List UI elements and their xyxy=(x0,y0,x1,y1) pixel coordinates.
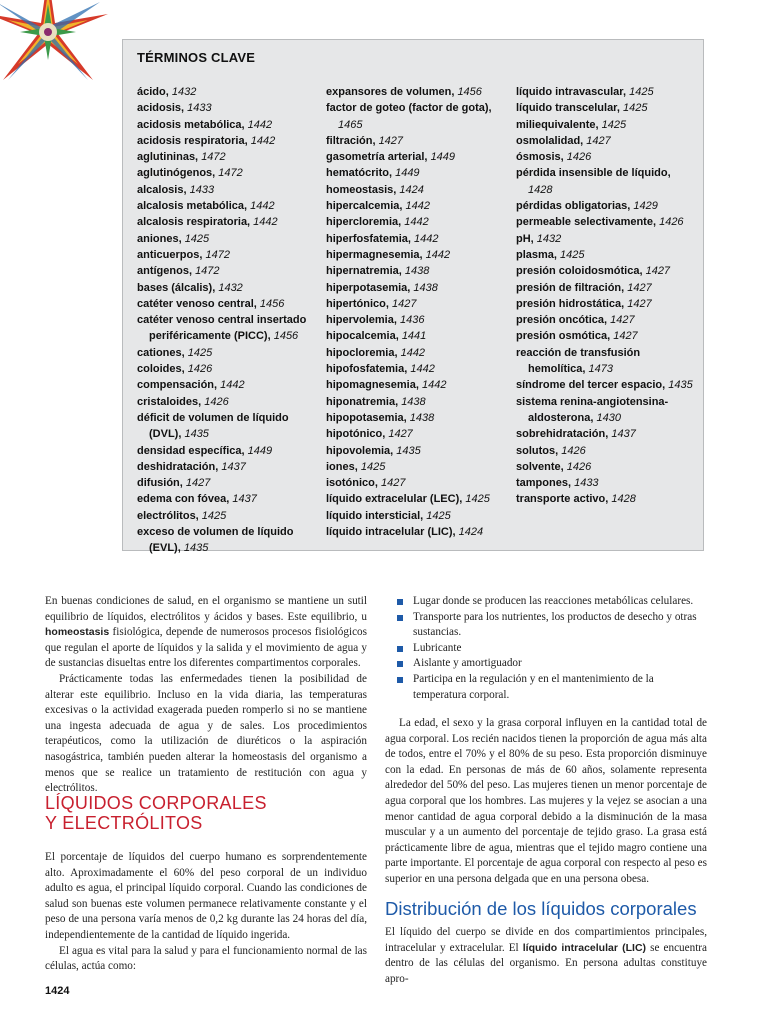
key-term-item xyxy=(137,524,319,557)
key-term-page: 1432 xyxy=(218,281,243,294)
key-term-item xyxy=(326,214,508,230)
key-term: aglutininas, xyxy=(137,151,202,164)
key-term-page: 1442 xyxy=(421,379,447,392)
key-term-page: 1442 xyxy=(425,248,451,261)
key-term-page: 1438 xyxy=(404,265,430,278)
key-term: gasometría arterial, xyxy=(326,151,431,164)
key-term-item xyxy=(516,328,698,344)
key-term-page: 1425 xyxy=(184,232,210,245)
key-term: edema con fóvea, xyxy=(137,493,233,506)
key-term: bases (álcalis), xyxy=(137,281,219,294)
key-term: hiponatremia, xyxy=(326,395,402,408)
keyword-lic: líquido intracelular (LIC) xyxy=(522,941,647,954)
key-term: isotónico, xyxy=(326,477,381,490)
key-term-page: 1425 xyxy=(629,86,654,98)
key-term-page: 1473 xyxy=(588,363,614,376)
key-term-item xyxy=(326,100,508,133)
key-term-page: 1426 xyxy=(561,444,586,457)
key-term-item xyxy=(326,165,508,181)
intro-paragraph-2: Prácticamente todas las enfermedades tienen la posibilidad de alterar este equilibrio. Incluso en la vida diaria, las temperaturas excesivas o la actividad exagerada pueden romperlo si no se mantiene una ingesta adecuada de agua y de sales. Los procedimientos terapéuticos, como la utilización de diuréticos o la aspiración nasogástrica, también pueden alterar la homeostasis del organismo a menos que se realice un tratamiento de restitución con agua y electrólitos. xyxy=(45,672,367,795)
key-term-item xyxy=(516,377,698,393)
key-term-item xyxy=(137,100,319,116)
key-term: anticuerpos, xyxy=(137,248,206,261)
key-term: iones, xyxy=(326,460,361,473)
key-term-item xyxy=(326,345,508,361)
key-term: hipopotasemia, xyxy=(326,411,410,424)
key-term-page: 1437 xyxy=(232,493,257,506)
key-term-page: 1424 xyxy=(458,526,484,539)
key-term-page: 1472 xyxy=(201,151,226,164)
key-term-item xyxy=(516,198,698,214)
key-term-page: 1427 xyxy=(378,134,404,147)
key-term: acidosis respiratoria, xyxy=(137,134,251,147)
water-functions-list xyxy=(397,594,707,703)
key-term-page: 1456 xyxy=(457,86,482,98)
key-term: transporte activo, xyxy=(516,493,612,506)
key-term: acidosis metabólica, xyxy=(137,118,248,131)
key-term-item xyxy=(516,263,698,279)
key-term: deshidratación, xyxy=(137,460,222,473)
key-term-page: 1425 xyxy=(187,346,213,359)
page-number: 1424 xyxy=(45,985,70,997)
intro-paragraph-1: En buenas condiciones de salud, en el organismo se mantiene un sutil equilibrio de líquidos, electrólitos y ácidos y bases. Este equilibrio, u homeostasis fisiológica, depende de numerosos procesos fisiológicos que regulan el aporte de líquidos y la salida y el movimiento de agua y de sustancias disueltas entre los diferentes compartimentos corporales. xyxy=(45,595,367,670)
key-term: presión hidrostática, xyxy=(516,297,628,310)
key-term-page: 1436 xyxy=(399,314,425,327)
key-term: hipercalcemia, xyxy=(326,200,406,213)
key-term-item xyxy=(516,475,698,491)
key-term-page: 1426 xyxy=(204,395,229,408)
key-term-item xyxy=(326,247,508,263)
key-term-page: 1449 xyxy=(430,151,456,164)
list-item: Lubricante xyxy=(397,641,707,657)
key-term-item xyxy=(326,426,508,442)
key-term-item xyxy=(326,133,508,149)
key-term: filtración, xyxy=(326,134,379,147)
key-term: cristaloides, xyxy=(137,395,205,408)
key-term-item xyxy=(326,508,508,524)
key-term-item xyxy=(516,84,698,100)
key-term: expansores de volumen, xyxy=(326,86,458,98)
key-term-item xyxy=(137,296,319,312)
key-term: ácido, xyxy=(137,86,172,98)
key-term: presión oncótica, xyxy=(516,314,611,327)
key-term: cationes, xyxy=(137,346,188,359)
key-term-item xyxy=(516,117,698,133)
key-term: déficit de volumen de líquido (DVL), xyxy=(137,411,289,441)
key-term-page: 1432 xyxy=(171,86,197,98)
key-term: antígenos, xyxy=(137,265,196,278)
key-term-page: 1442 xyxy=(405,200,430,213)
key-term: hipotónico, xyxy=(326,428,389,441)
key-term: ósmosis, xyxy=(516,151,567,164)
key-term-page: 1435 xyxy=(183,542,209,555)
key-term: hipernatremia, xyxy=(326,265,405,278)
key-term-item xyxy=(326,182,508,198)
key-term-item xyxy=(516,443,698,459)
key-term-item xyxy=(326,296,508,312)
key-term-item xyxy=(137,491,319,507)
list-item: Participa en la regulación y en el mantenimiento de la temperatura corporal. xyxy=(397,672,707,703)
key-term-item xyxy=(516,247,698,263)
key-term: hipercloremia, xyxy=(326,216,405,229)
key-term: hiperfosfatemia, xyxy=(326,232,415,245)
key-term-item xyxy=(137,377,319,393)
key-term: catéter venoso central, xyxy=(137,297,260,310)
key-term: hipovolemia, xyxy=(326,444,397,457)
key-term-item xyxy=(137,133,319,149)
key-term-page: 1425 xyxy=(360,460,386,473)
key-term-item xyxy=(326,312,508,328)
key-term-item xyxy=(326,84,508,100)
key-term: hipocalcemia, xyxy=(326,330,402,343)
key-term-item xyxy=(516,312,698,328)
key-terms-column-3 xyxy=(516,84,698,508)
key-term-page: 1449 xyxy=(395,167,420,180)
key-term-page: 1425 xyxy=(601,118,627,131)
key-term-page: 1442 xyxy=(250,134,276,147)
key-term-page: 1442 xyxy=(404,216,429,229)
key-term-item xyxy=(137,214,319,230)
key-term-page: 1441 xyxy=(401,330,427,343)
key-term-page: 1442 xyxy=(247,118,273,131)
key-term-page: 1428 xyxy=(528,183,553,196)
key-term-page: 1442 xyxy=(410,363,435,376)
key-term-item xyxy=(516,214,698,230)
key-term: densidad específica, xyxy=(137,444,248,457)
key-term: hipomagnesemia, xyxy=(326,379,422,392)
key-term: pérdida insensible de líquido, xyxy=(516,167,671,180)
key-term-item xyxy=(137,198,319,214)
key-term-item xyxy=(516,459,698,475)
key-term-item xyxy=(326,149,508,165)
body-water-text xyxy=(385,716,707,888)
key-term: hipermagnesemia, xyxy=(326,248,426,261)
key-term-page: 1427 xyxy=(586,134,611,147)
key-term-page: 1426 xyxy=(566,151,592,164)
key-term: líquido intersticial, xyxy=(326,509,427,522)
key-term-item xyxy=(326,491,508,507)
key-term: coloides, xyxy=(137,363,188,376)
key-term-item xyxy=(137,312,319,345)
key-term-page: 1427 xyxy=(381,477,406,490)
key-term: pH, xyxy=(516,232,537,245)
key-term-page: 1442 xyxy=(220,379,245,392)
key-term-page: 1433 xyxy=(574,477,599,490)
key-term-page: 1427 xyxy=(645,265,671,278)
key-term-page: 1437 xyxy=(221,460,246,473)
key-term-page: 1427 xyxy=(388,428,413,441)
key-term-item xyxy=(326,524,508,540)
key-term: aniones, xyxy=(137,232,185,245)
section-paragraph-2: El agua es vital para la salud y para el funcionamiento normal de las células, actúa como: xyxy=(45,944,367,973)
key-term: líquido intracelular (LIC), xyxy=(326,526,459,539)
key-term-page: 1465 xyxy=(338,118,363,131)
key-term-item xyxy=(137,443,319,459)
key-term-item xyxy=(137,165,319,181)
key-term-item xyxy=(137,117,319,133)
key-term: alcalosis, xyxy=(137,183,190,196)
key-term-page: 1442 xyxy=(253,216,278,229)
key-term-page: 1433 xyxy=(187,102,212,115)
key-term-page: 1427 xyxy=(610,314,635,327)
key-term-item xyxy=(326,231,508,247)
key-term-item xyxy=(516,296,698,312)
key-term-item xyxy=(516,394,698,427)
key-term: solvente, xyxy=(516,460,567,473)
key-term-item xyxy=(516,280,698,296)
key-term: tampones, xyxy=(516,477,575,490)
key-term-page: 1442 xyxy=(250,200,275,213)
key-term-item xyxy=(326,475,508,491)
key-term: hipofosfatemia, xyxy=(326,363,411,376)
key-term-item xyxy=(516,426,698,442)
key-term-page: 1437 xyxy=(611,428,636,441)
key-term: difusión, xyxy=(137,477,186,490)
key-term: solutos, xyxy=(516,444,562,457)
key-term-page: 1425 xyxy=(426,509,451,522)
key-term: líquido intravascular, xyxy=(516,86,630,98)
key-term-item xyxy=(326,443,508,459)
key-term-page: 1430 xyxy=(596,411,621,424)
key-term: pérdidas obligatorias, xyxy=(516,200,634,213)
intro-text xyxy=(45,594,367,797)
key-term-page: 1425 xyxy=(560,248,585,261)
key-term-page: 1442 xyxy=(400,346,426,359)
key-term-item xyxy=(326,410,508,426)
key-term: presión coloidosmótica, xyxy=(516,265,646,278)
key-terms-column-1 xyxy=(137,84,319,557)
key-term-item xyxy=(516,149,698,165)
key-term-page: 1472 xyxy=(205,248,230,261)
key-term: hipervolemia, xyxy=(326,314,400,327)
key-term-page: 1428 xyxy=(611,493,636,506)
key-term: plasma, xyxy=(516,248,561,261)
section-text xyxy=(45,850,367,975)
key-term-item xyxy=(137,247,319,263)
key-term-item xyxy=(137,508,319,524)
key-term-page: 1432 xyxy=(536,232,562,245)
key-term-item xyxy=(137,361,319,377)
key-term-item xyxy=(326,361,508,377)
key-term-item xyxy=(137,84,319,100)
key-term-item xyxy=(137,345,319,361)
key-term: hipocloremia, xyxy=(326,346,401,359)
key-term-page: 1427 xyxy=(627,297,652,310)
key-term-page: 1426 xyxy=(566,460,592,473)
key-term-page: 1433 xyxy=(189,183,215,196)
key-terms-column-2 xyxy=(326,84,508,540)
section-paragraph-1: El porcentaje de líquidos del cuerpo humano es sorprendentemente alto. Aproximadamente el 60% del peso corporal de un individuo adulto es agua, el principal líquido corporal. Cuando las condiciones de salud son buenas este volumen permanece relativamente constante y el peso de una persona varía menos de 0,2 kg durante las 24 horas del día, independientemente de la cantidad de líquido ingerida. xyxy=(45,851,367,941)
key-term-page: 1472 xyxy=(195,265,220,278)
key-term-page: 1425 xyxy=(201,509,227,522)
key-term-item xyxy=(516,165,698,198)
key-term-item xyxy=(516,491,698,507)
key-term: acidosis, xyxy=(137,102,188,115)
key-term-page: 1427 xyxy=(613,330,638,343)
key-term: sobrehidratación, xyxy=(516,428,612,441)
key-terms-title: TÉRMINOS CLAVE xyxy=(137,50,256,65)
key-term-item xyxy=(137,394,319,410)
key-term: líquido transcelular, xyxy=(516,102,623,115)
key-term-page: 1427 xyxy=(627,281,652,294)
key-term-item xyxy=(516,100,698,116)
key-term: líquido extracelular (LEC), xyxy=(326,493,466,506)
key-term-item xyxy=(137,231,319,247)
key-term: reacción de transfusión hemolítica, xyxy=(516,346,641,376)
key-term: homeostasis, xyxy=(326,183,400,196)
key-term: sistema renina-angiotensina-aldosterona, xyxy=(516,395,669,424)
key-term: alcalosis respiratoria, xyxy=(137,216,254,229)
key-term: hiperpotasemia, xyxy=(326,281,414,294)
key-term: electrólitos, xyxy=(137,509,202,522)
key-term: hipertónico, xyxy=(326,297,392,310)
key-term: catéter venoso central insertado periféricamente (PICC), xyxy=(137,314,307,343)
key-term-page: 1425 xyxy=(465,493,490,506)
key-term-item xyxy=(326,280,508,296)
subsection-heading: Distribución de los líquidos corporales xyxy=(385,898,697,919)
key-term-item xyxy=(137,280,319,296)
key-term-item xyxy=(326,263,508,279)
key-term-item xyxy=(326,377,508,393)
key-term-page: 1438 xyxy=(413,281,438,294)
key-term: osmolalidad, xyxy=(516,134,587,147)
section-heading: LÍQUIDOS CORPORALES Y ELECTRÓLITOS xyxy=(45,793,267,833)
key-term-item xyxy=(326,394,508,410)
key-term-item xyxy=(137,475,319,491)
key-term-page: 1435 xyxy=(668,379,693,392)
list-item: Transporte para los nutrientes, los productos de desecho y otras sustancias. xyxy=(397,610,707,641)
key-term: permeable selectivamente, xyxy=(516,216,660,229)
key-term: hematócrito, xyxy=(326,167,396,180)
key-term-page: 1427 xyxy=(185,477,211,490)
key-term-page: 1472 xyxy=(218,167,243,180)
keyword-homeostasis: homeostasis xyxy=(45,626,110,639)
key-term-page: 1442 xyxy=(414,232,439,245)
key-term: presión osmótica, xyxy=(516,330,614,343)
key-term-page: 1424 xyxy=(399,183,424,196)
key-term: síndrome del tercer espacio, xyxy=(516,379,669,392)
key-term-item xyxy=(137,149,319,165)
key-term-page: 1425 xyxy=(622,102,648,115)
key-term: exceso de volumen de líquido (EVL), xyxy=(137,526,294,555)
key-term: miliequivalente, xyxy=(516,118,602,131)
list-item: Lugar donde se producen las reacciones metabólicas celulares. xyxy=(397,594,707,610)
key-term: aglutinógenos, xyxy=(137,167,219,180)
distribution-text xyxy=(385,925,707,987)
key-term-item xyxy=(137,410,319,443)
key-term-page: 1429 xyxy=(633,200,658,213)
key-term-page: 1456 xyxy=(273,330,299,343)
key-term: compensación, xyxy=(137,379,221,392)
key-term-page: 1438 xyxy=(409,411,435,424)
key-term-item xyxy=(326,198,508,214)
key-term-page: 1435 xyxy=(184,428,209,441)
key-term-item xyxy=(326,328,508,344)
body-water-paragraph: La edad, el sexo y la grasa corporal influyen en la cantidad total de agua corporal. Los recién nacidos tienen la proporción de agua más alta de todos, entre el 70% y el 80% de su peso. Esta proporción disminuye con la edad. En personas de más de 60 años, solamente representa alrededor del 50% del peso. Las mujeres tienen un menor porcentaje de agua corporal que los hombres. Las mujeres y la vejez se asocian a una menor cantidad de agua corporal debido a la disminución de la masa muscular y a un aumento del porcentaje de tejido graso. La grasa está prácticamente libre de agua, mientras que el tejido magro contiene una parte importante. El porcentaje de agua corporal con respecto al peso es superior en una persona delgada que en una persona obesa. xyxy=(385,717,707,885)
key-term-page: 1456 xyxy=(259,297,285,310)
key-term-page: 1426 xyxy=(659,216,684,229)
key-term-item xyxy=(326,459,508,475)
key-term-item xyxy=(516,133,698,149)
key-term-item xyxy=(137,182,319,198)
key-term-item xyxy=(516,345,698,378)
key-term-page: 1427 xyxy=(392,297,417,310)
key-term-page: 1449 xyxy=(247,444,273,457)
key-term: alcalosis metabólica, xyxy=(137,200,251,213)
key-term: presión de filtración, xyxy=(516,281,628,294)
key-term-page: 1426 xyxy=(187,363,213,376)
list-item: Aislante y amortiguador xyxy=(397,656,707,672)
key-term-page: 1438 xyxy=(401,395,426,408)
key-term-page: 1435 xyxy=(396,444,421,457)
key-term-item xyxy=(137,459,319,475)
key-term-item xyxy=(137,263,319,279)
key-term-item xyxy=(516,231,698,247)
distribution-paragraph: El líquido del cuerpo se divide en dos compartimientos principales, intracelular y extracelular. El líquido intracelular (LIC) se encuentra dentro de las células del organismo. En persona adultas constituye apro- xyxy=(385,926,707,985)
key-term: factor de goteo (factor de gota), xyxy=(326,102,492,115)
